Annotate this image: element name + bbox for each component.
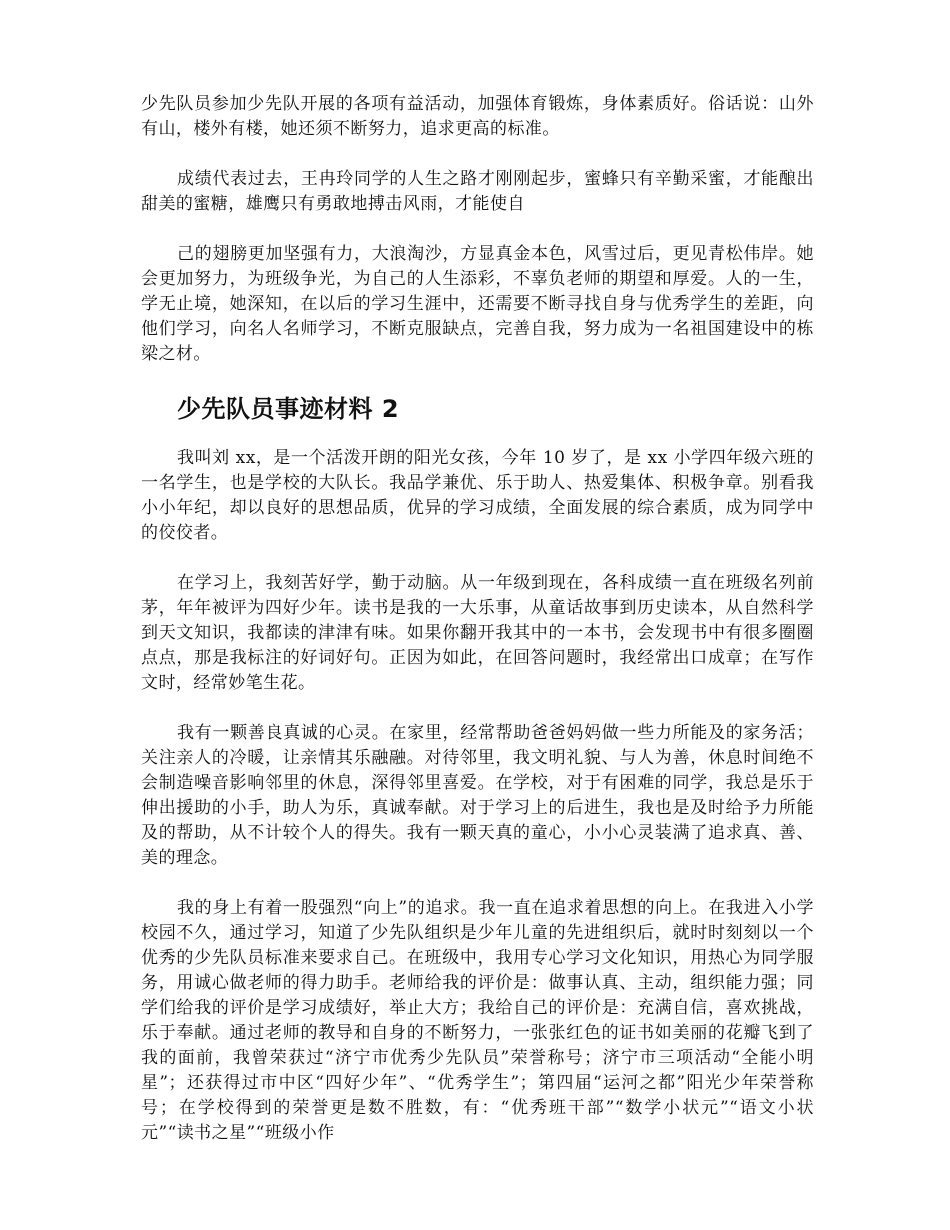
document-page — [141, 92, 814, 1171]
paragraph: 我叫刘 xx，是一个活泼开朗的阳光女孩，今年 10 岁了，是 xx 小学四年级六班的一名学生，也是学校的大队长。我品学兼优、乐于助人、热爱集体、积极争章。别看我小小年纪，却以良好的思想品质，优异的学习成绩，全面发展的综合素质，成为同学中的佼佼者。 — [141, 448, 814, 543]
paragraph: 少先队员参加少先队开展的各项有益活动，加强体育锻炼，身体素质好。俗话说：山外有山，楼外有楼，她还须不断努力，追求更高的标准。 — [141, 94, 814, 139]
paragraph: 我有一颗善良真诚的心灵。在家里，经常帮助爸爸妈妈做一些力所能及的家务活；关注亲人的冷暖，让亲情其乐融融。对待邻里，我文明礼貌、与人为善，休息时间绝不会制造噪音影响邻里的休息，深得邻里喜爱。在学校，对于有困难的同学，我总是乐于伸出援助的小手，助人为乐，真诚奉献。对于学习上的后进生，我也是及时给予力所能及的帮助，从不计较个人的得失。我有一颗天真的童心，小小心灵装满了追求真、善、美的理念。 — [141, 723, 814, 868]
paragraph: 在学习上，我刻苦好学，勤于动脑。从一年级到现在，各科成绩一直在班级名列前茅，年年被评为四好少年。读书是我的一大乐事，从童话故事到历史读本，从自然科学到天文知识，我都读的津津有味。如果你翻开我其中的一本书，会发现书中有很多圈圈点点，那是我标注的好词好句。正因为如此，在回答问题时，我经常出口成章；在写作文时，经常妙笔生花。 — [141, 573, 814, 693]
section-title: 少先队员事迹材料 2 — [177, 395, 400, 423]
paragraph: 我的身上有着一股强烈“向上”的追求。我一直在追求着思想的向上。在我进入小学校园不久，通过学习，知道了少先队组织是少年儿童的先进组织后，就时时刻刻以一个优秀的少先队员标准来要求自己。在班级中，我用专心学习文化知识，用热心为同学服务，用诚心做老师的得力助手。老师给我的评价是：做事认真、主动，组织能力强；同学们给我的评价是学习成绩好，举止大方；我给自己的评价是：充满自信，喜欢挑战，乐于奉献。通过老师的教导和自身的不断努力，一张张红色的证书如美丽的花瓣飞到了我的面前，我曾荣获过“济宁市优秀少先队员”荣誉称号；济宁市三项活动“全能小明星”；还获得过市中区“四好少年”、“优秀学生”；第四届“运河之都”阳光少年荣誉称号；在学校得到的荣誉更是数不胜数，有：“优秀班干部”“数学小状元”“语文小状元”“读书之星”“班级小作 — [141, 898, 814, 1143]
paragraph: 己的翅膀更加坚强有力，大浪淘沙，方显真金本色，风雪过后，更见青松伟岸。她会更加努力，为班级争光，为自己的人生添彩，不辜负老师的期望和厚爱。人的一生，学无止境，她深知，在以后的学习生涯中，还需要不断寻找自身与优秀学生的差距，向他们学习，向名人名师学习，不断克服缺点，完善自我，努力成为一名祖国建设中的栋梁之材。 — [141, 244, 814, 364]
paragraph: 成绩代表过去，王冉玲同学的人生之路才刚刚起步，蜜蜂只有辛勤采蜜，才能酿出甜美的蜜糖，雄鹰只有勇敢地搏击风雨，才能使自 — [141, 169, 814, 214]
